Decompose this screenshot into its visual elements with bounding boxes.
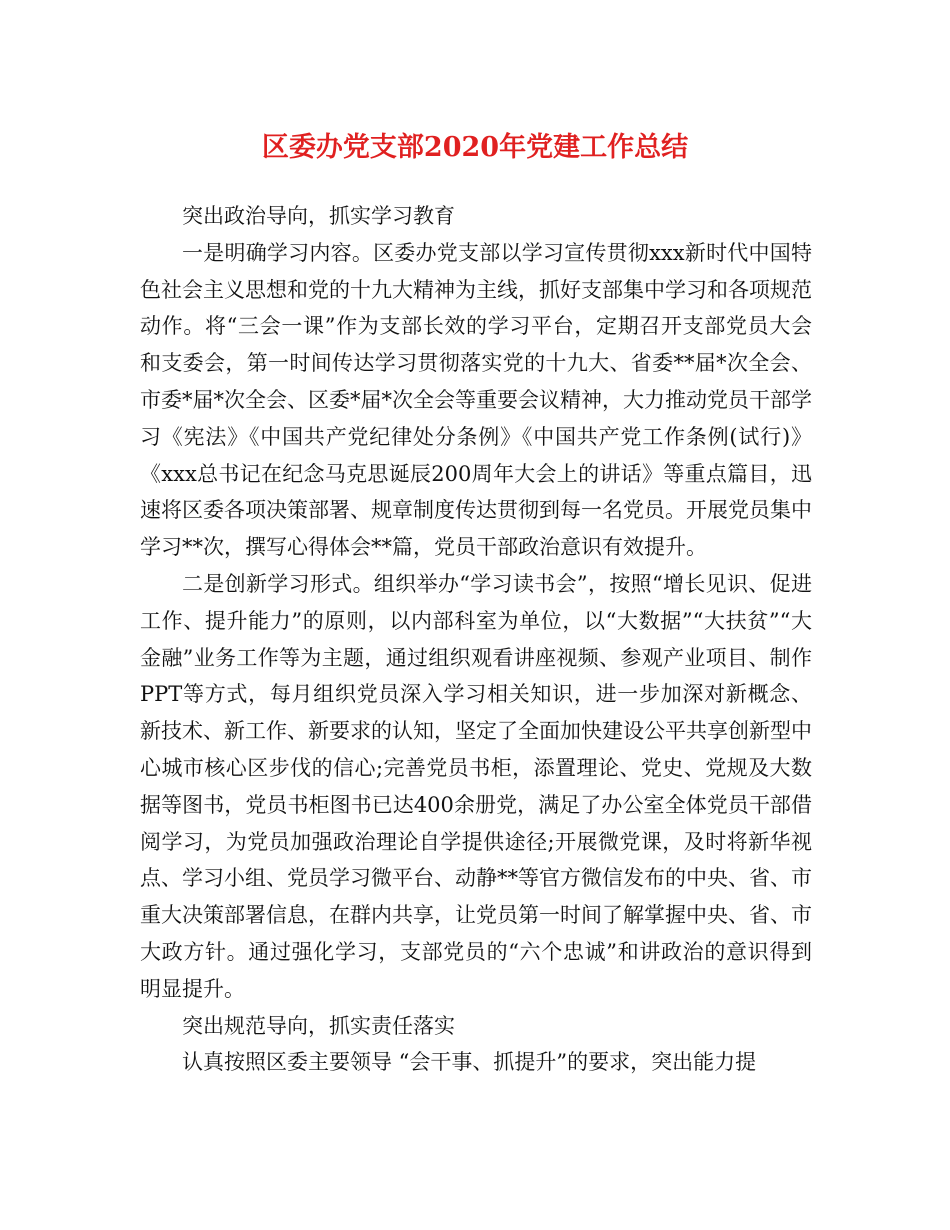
document-title: 区委办党支部2020年党建工作总结	[261, 132, 689, 163]
paragraph-responsibility: 认真按照区委主要领导 “会干事、抓提升”的要求，突出能力提	[182, 1050, 757, 1075]
section-heading-political: 突出政治导向，抓实学习教育	[182, 204, 455, 228]
section-heading-standard: 突出规范导向，抓实责任落实	[182, 1013, 455, 1038]
paragraph-study-form: 二是创新学习形式。组织举办“学习读书会”，按照“增长见识、促进工作、提升能力”的原则，以内部科室为单位，以“大数据”“大扶贫”“大金融”业务工作等为主题，通过组织观看讲座视频、参观产业项目、制作PPT等方式，每月组织党员深入学习相关知识，进一步加深对新概念、新技术、新工作、新要求的认知，坚定了全面加快建设公平共享创新型中心城市核心区步伐的信心;完善党员书柜，添置理论、党史、党规及大数据等图书，党员书柜图书已达400余册党，满足了办公室全体党员干部借阅学习，为党员加强政治理论自学提供途径;开展微党课，及时将新华视点、学习小组、党员学习微平台、动静**等官方微信发布的中央、省、市重大决策部署信息，在群内共享，让党员第一时间了解掌握中央、省、市大政方针。通过强化学习，支部党员的“六个忠诚”和讲政治的意识得到明显提升。	[140, 571, 812, 1001]
document-body	[140, 198, 812, 1081]
paragraph-study-content: 一是明确学习内容。区委办党支部以学习宣传贯彻xxx新时代中国特色社会主义思想和党的十九大精神为主线，抓好支部集中学习和各项规范动作。将“三会一课”作为支部长效的学习平台，定期召开支部党员大会和支委会，第一时间传达学习贯彻落实党的十九大、省委**届*次全会、市委*届*次全会、区委*届*次全会等重要会议精神，大力推动党员干部学习《宪法》《中国共产党纪律处分条例》《中国共产党工作条例(试行)》《xxx总书记在纪念马克思诞辰200周年大会上的讲话》等重点篇目，迅速将区委各项决策部署、规章制度传达贯彻到每一名党员。开展党员集中学习**次，撰写心得体会**篇，党员干部政治意识有效提升。	[140, 240, 812, 560]
